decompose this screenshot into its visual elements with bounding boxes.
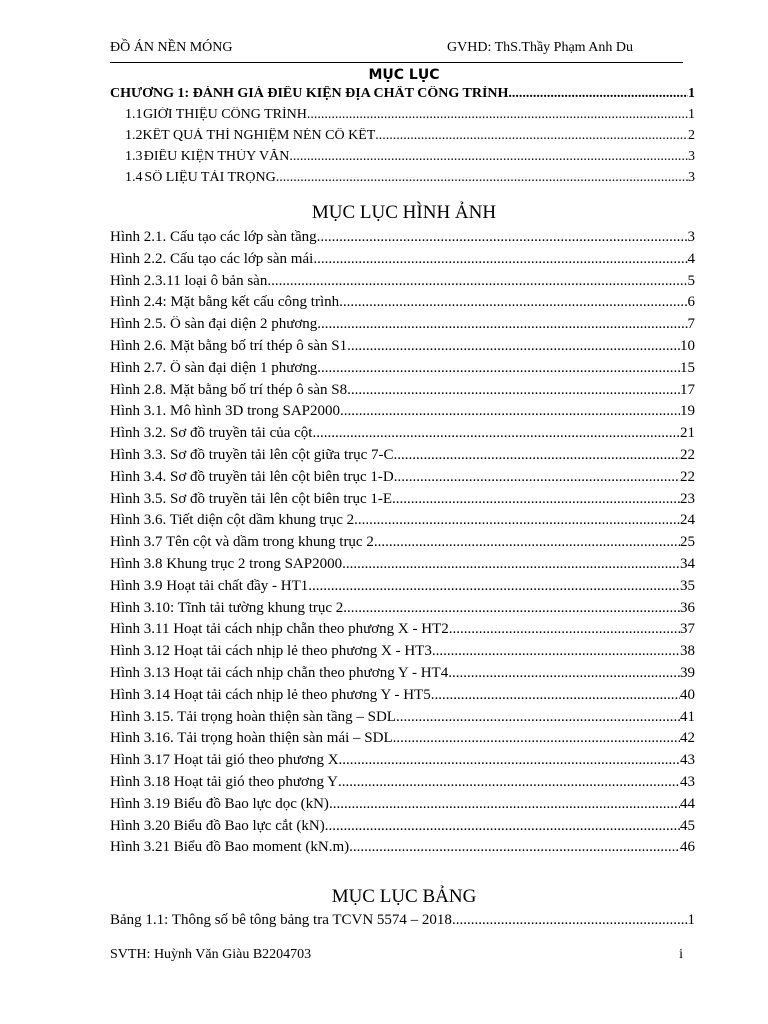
footer-page-number: i <box>679 947 683 962</box>
entry-text: GIỚI THIỆU CÔNG TRÌNH <box>142 107 307 122</box>
figure-list-item[interactable] <box>110 556 695 573</box>
figure-list-item[interactable] <box>110 818 695 835</box>
leader-dots <box>313 251 687 268</box>
leader-dots <box>267 273 687 290</box>
leader-dots <box>347 338 680 355</box>
leader-dots <box>393 730 680 747</box>
figure-list-item[interactable] <box>110 382 695 399</box>
figure-list-item[interactable] <box>110 425 695 442</box>
figure-list-item[interactable] <box>110 643 695 660</box>
entry-page-number: 24 <box>680 512 695 529</box>
footer-student: SVTH: Huỳnh Văn Giàu B2204703 <box>110 947 312 962</box>
entry-text: Hình 3.8 Khung trục 2 trong SAP2000 <box>110 556 343 572</box>
entry-page-number: 39 <box>680 665 695 681</box>
leader-dots <box>342 556 680 573</box>
entry-text: Hình 3.12 Hoạt tải cách nhịp lẻ theo phương X - HT3 <box>110 643 432 660</box>
entry-text: Hình 3.21 Biểu đồ Bao moment (kN.m) <box>110 839 350 856</box>
toc-chapter-text: CHƯƠNG 1: ĐÁNH GIÁ ĐIỀU KIỆN ĐỊA CHẤT CÔNG TRÌNH <box>110 86 509 101</box>
entry-page-number: 1 <box>688 107 695 122</box>
leader-dots <box>448 665 680 682</box>
entry-text: Hình 2.1. Cấu tạo các lớp sàn tầng <box>110 229 317 245</box>
entry-page-number: 1 <box>687 912 695 928</box>
entry-text: Hình 3.11 Hoạt tải cách nhịp chẵn theo phương X - HT2 <box>110 621 449 638</box>
entry-text: Hình 3.16. Tải trọng hoàn thiện sàn mái – SDL <box>110 730 393 747</box>
entry-number: 1.4 <box>125 170 143 185</box>
entry-page-number: 5 <box>687 272 695 289</box>
entry-page-number: 25 <box>680 534 695 551</box>
entry-text: Hình 3.2. Sơ đồ truyền tải của cột <box>110 425 313 442</box>
leader-dots <box>431 687 680 704</box>
entry-page-number: 2 <box>688 128 695 143</box>
entry-text: Hình 2.2. Cấu tạo các lớp sàn mái <box>110 250 314 267</box>
entry-text: SỐ LIỆU TẢI TRỌNG <box>144 170 276 185</box>
figure-list-item[interactable] <box>110 665 695 682</box>
leader-dots <box>394 469 680 486</box>
toc-subsection-entry[interactable] <box>125 149 695 165</box>
leader-dots <box>317 316 687 333</box>
leader-dots <box>432 643 680 660</box>
toc-subsection-entry[interactable] <box>125 170 695 186</box>
figure-list-item[interactable] <box>110 251 695 268</box>
leader-dots <box>396 709 680 726</box>
entry-page-number: 40 <box>680 686 695 703</box>
leader-dots <box>276 170 688 186</box>
entry-page-number: 19 <box>680 403 695 420</box>
figure-list-item[interactable] <box>110 600 695 617</box>
figure-list-item[interactable] <box>110 469 695 486</box>
entry-text: Hình 3.14 Hoạt tải cách nhịp lẻ theo phương Y - HT5 <box>110 686 431 703</box>
entry-text: Hình 3.13 Hoạt tải cách nhịp chẵn theo phương Y - HT4 <box>110 665 449 681</box>
entry-text: Hình 3.18 Hoạt tải gió theo phương Y <box>110 774 338 790</box>
entry-text: Hình 3.6. Tiết diện cột dầm khung trục 2 <box>110 512 355 529</box>
leader-dots <box>340 403 680 420</box>
entry-text: Hình 2.4: Mặt bằng kết cấu công trình <box>110 294 340 311</box>
entry-page-number: 6 <box>687 294 695 311</box>
figures-title: MỤC LỤC HÌNH ẢNH <box>311 202 497 223</box>
entry-page-number: 46 <box>680 839 695 856</box>
figure-list-item[interactable] <box>110 534 695 551</box>
figure-list-item[interactable] <box>110 229 695 246</box>
entry-text: Hình 3.4. Sơ đồ truyền tải lên cột biên trục 1-D <box>110 468 394 485</box>
figure-list-item[interactable] <box>110 294 695 311</box>
entry-page-number: 43 <box>680 774 695 790</box>
entry-text: Hình 2.8. Mặt bằng bố trí thép ô sàn S8 <box>110 381 348 398</box>
entry-page-number: 21 <box>680 425 695 442</box>
leader-dots <box>307 107 688 123</box>
leader-dots <box>452 912 688 929</box>
figure-list-item[interactable] <box>110 273 695 290</box>
leader-dots <box>308 578 680 595</box>
figure-list-item[interactable] <box>110 796 695 813</box>
figure-list-item[interactable] <box>110 578 695 595</box>
figure-list-item[interactable] <box>110 403 695 420</box>
leader-dots <box>289 149 688 165</box>
leader-dots <box>347 382 680 399</box>
leader-dots <box>312 425 680 442</box>
entry-text: Hình 3.3. Sơ đồ truyền tải lên cột giữa trục 7-C <box>110 447 394 463</box>
entry-page-number: 22 <box>680 447 695 463</box>
leader-dots <box>392 491 680 508</box>
entry-page-number: 3 <box>687 229 695 245</box>
entry-page-number: 38 <box>680 643 695 660</box>
entry-page-number: 42 <box>680 730 695 747</box>
figure-list-item[interactable] <box>110 774 695 791</box>
entry-page-number: 34 <box>680 556 695 572</box>
toc-subsection-entry[interactable] <box>125 107 695 123</box>
entry-text: Hình 2.6. Mặt bằng bố trí thép ô sàn S1 <box>110 338 348 354</box>
figure-list-item[interactable] <box>110 621 695 638</box>
toc-title: MỤC LỤC <box>368 67 440 83</box>
entry-page-number: 45 <box>680 817 695 834</box>
entry-text: Hình 3.10: Tĩnh tải tường khung trục 2 <box>110 599 344 616</box>
entry-page-number: 22 <box>680 468 695 485</box>
entry-page-number: 44 <box>680 795 695 812</box>
entry-page-number: 23 <box>680 490 695 507</box>
table-list-item[interactable] <box>110 912 695 929</box>
entry-text: Hình 3.15. Tải trọng hoàn thiện sàn tầng – SDL <box>110 708 396 725</box>
entry-page-number: 15 <box>680 359 695 376</box>
figure-list-item[interactable] <box>110 338 695 355</box>
entry-page-number: 10 <box>680 338 695 354</box>
entry-text: Hình 2.3.11 loại ô bản sàn <box>110 272 268 289</box>
leader-dots <box>394 447 680 464</box>
entry-number: 1.1 <box>125 107 143 122</box>
leader-dots <box>317 229 688 246</box>
leader-dots <box>508 86 688 102</box>
toc-chapter-page: 1 <box>688 86 695 101</box>
entry-page-number: 7 <box>687 316 695 333</box>
leader-dots <box>338 774 680 791</box>
entry-page-number: 4 <box>687 250 695 267</box>
leader-dots <box>339 752 680 769</box>
figure-list-item[interactable] <box>110 491 695 508</box>
figure-list-item[interactable] <box>110 447 695 464</box>
entry-page-number: 3 <box>688 149 695 164</box>
entry-page-number: 36 <box>680 599 695 616</box>
entry-page-number: 41 <box>680 708 695 725</box>
figure-list-item[interactable] <box>110 316 695 333</box>
entry-text: Hình 3.17 Hoạt tải gió theo phương X <box>110 752 339 769</box>
leader-dots <box>325 818 680 835</box>
entry-page-number: 37 <box>680 621 695 638</box>
leader-dots <box>375 128 688 144</box>
figure-list-item[interactable] <box>110 687 695 704</box>
entry-page-number: 3 <box>688 170 695 185</box>
tables-title: MỤC LỤC BẢNG <box>331 886 477 907</box>
entry-text: Hình 2.7. Ô sàn đại diện 1 phương <box>110 359 318 376</box>
entry-text: Hình 3.20 Biểu đồ Bao lực cắt (kN) <box>110 817 325 834</box>
entry-text: Hình 2.5. Ô sàn đại diện 2 phương <box>110 316 318 333</box>
figure-list-item[interactable] <box>110 512 695 529</box>
figure-list-item[interactable] <box>110 709 695 726</box>
figure-list-item[interactable] <box>110 752 695 769</box>
entry-page-number: 43 <box>680 752 695 769</box>
entry-text: KẾT QUẢ THÍ NGHIỆM NÉN CỐ KẾT <box>142 128 376 143</box>
leader-dots <box>339 294 687 311</box>
toc-subsection-entry[interactable] <box>125 128 695 144</box>
entry-page-number: 17 <box>680 381 695 398</box>
figure-list-item[interactable] <box>110 839 695 856</box>
entry-number: 1.3 <box>125 149 143 164</box>
leader-dots <box>449 621 680 638</box>
toc-chapter-entry[interactable] <box>110 86 695 102</box>
leader-dots <box>317 360 680 377</box>
entry-page-number: 35 <box>680 577 695 594</box>
header-instructor: GVHD: ThS.Thầy Phạm Anh Du <box>447 40 634 55</box>
entry-text: Hình 3.7 Tên cột và dầm trong khung trục 2 <box>110 534 374 551</box>
header-course-title: ĐỒ ÁN NỀN MÓNG <box>110 40 233 55</box>
entry-text: Bảng 1.1: Thông số bê tông bảng tra TCVN 5574 – 2018 <box>110 912 452 928</box>
entry-number: 1.2 <box>125 128 143 143</box>
page-header <box>110 40 683 63</box>
figure-list-item[interactable] <box>110 730 695 747</box>
entry-text: Hình 3.5. Sơ đồ truyền tải lên cột biên trục 1-E <box>110 490 393 507</box>
leader-dots <box>354 512 680 529</box>
figure-list-item[interactable] <box>110 360 695 377</box>
leader-dots <box>349 839 680 856</box>
leader-dots <box>343 600 680 617</box>
leader-dots <box>374 534 680 551</box>
entry-text: Hình 3.9 Hoạt tải chất đầy - HT1 <box>110 577 309 594</box>
entry-text: Hình 3.19 Biểu đồ Bao lực dọc (kN) <box>110 795 329 812</box>
entry-text: Hình 3.1. Mô hình 3D trong SAP2000 <box>110 403 341 420</box>
leader-dots <box>329 796 680 813</box>
entry-text: ĐIỀU KIỆN THỦY VĂN <box>143 149 290 164</box>
